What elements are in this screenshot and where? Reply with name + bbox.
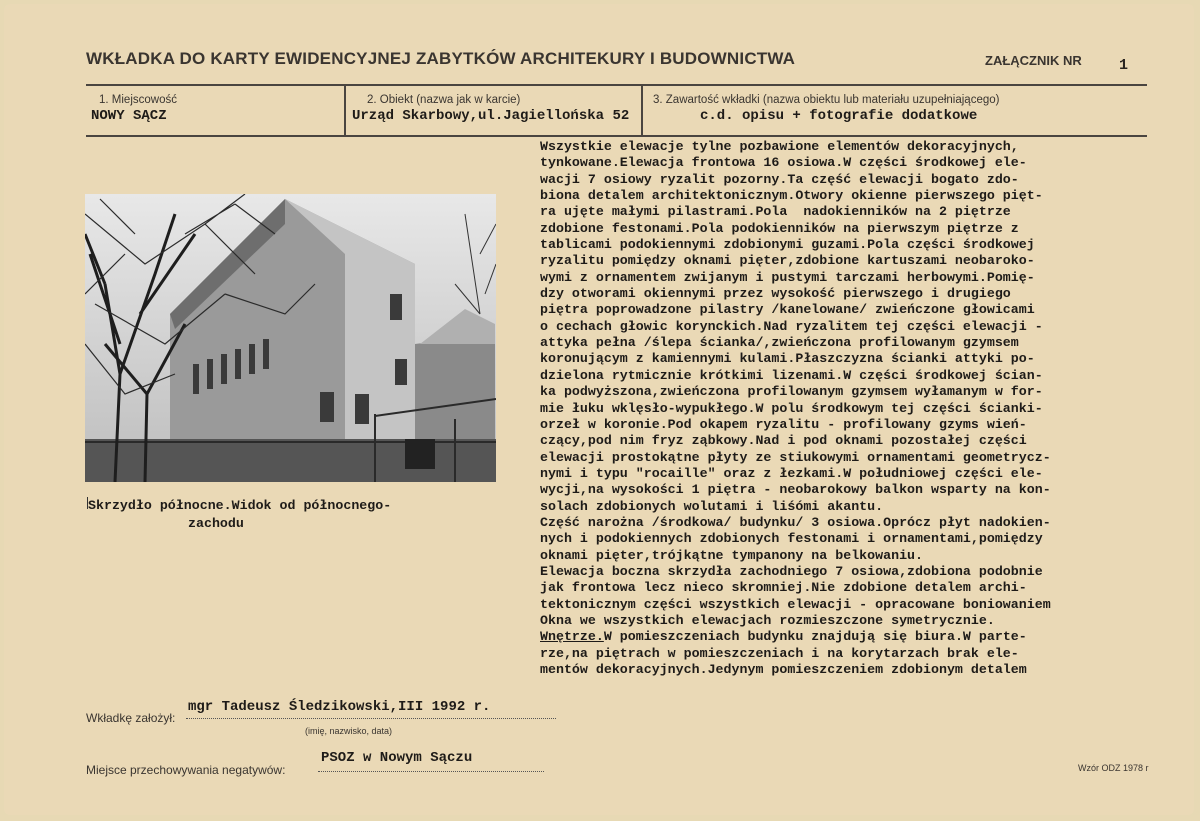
storage-value: PSOZ w Nowym Sączu [321, 750, 473, 766]
description-line: rze,na piętrach w pomieszczeniach i na korytarzach brak ele- [540, 645, 1019, 661]
description-line: o cechach głowic korynckich.Nad ryzalitem tej części elewacji - [540, 318, 1043, 334]
description-line: Wszystkie elewacje tylne pozbawione elementów dekoracyjnych, [540, 139, 1019, 154]
storage-dotted-line [318, 771, 544, 772]
storage-label: Miejsce przechowywania negatywów: [86, 763, 286, 777]
field-divider-1 [344, 84, 346, 137]
photo-illustration [85, 194, 496, 482]
description-line: attyka pełna /ślepa ścianka/,zwieńczona profilowanym gzymsem [540, 335, 1019, 351]
field-divider-2 [641, 84, 643, 137]
interior-line [540, 629, 1200, 645]
description-line: nymi i typu "rocaille" oraz z łezkami.W południowej części ele- [540, 465, 1043, 481]
description-text [540, 139, 1200, 678]
description-line: ryzalitu pomiędzy oknami pięter,zdobione kartuszami neobaroko- [540, 253, 1035, 269]
form-code: Wzór ODZ 1978 r [1078, 763, 1149, 773]
photo-caption-line-1: Skrzydło północne.Widok od północnego- [88, 498, 392, 513]
description-line: biona detalem architektonicznym.Otwory okienne pierwszego pięt- [540, 188, 1043, 204]
place-label: 1. Miejscowość [99, 94, 177, 106]
author-label: Wkładkę założył: [86, 711, 176, 725]
description-line: tynkowane.Elewacja frontowa 16 osiowa.W części środkowej ele- [540, 155, 1027, 171]
description-line: ra ujęte małymi pilastrami.Pola nadokienników na 2 piętrze [540, 204, 1011, 220]
description-line: koronującym z kamiennymi kulami.Płaszczyzna ścianki attyki po- [540, 351, 1035, 367]
description-line: wymi z ornamentem zwijanym i pustymi tarczami herbowymi.Pomię- [540, 269, 1035, 285]
description-line: dzielona rytmicznie krótkimi lizenami.W części środkowej ścian- [540, 367, 1043, 383]
author-hint: (imię, nazwisko, data) [305, 726, 393, 736]
description-line: Elewacja boczna skrzydła zachodniego 7 osiowa,zdobiona podobnie [540, 563, 1043, 579]
header-top-rule [86, 84, 1147, 86]
description-line: oknami pięter,trójkątne tympanony na belkowaniu. [540, 547, 924, 563]
description-line: wacji 7 osiowy ryzalit pozorny.Ta część elewacji bogato zdo- [540, 171, 1019, 187]
description-line: solach zdobionych wolutami i liśómi akantu. [540, 498, 884, 514]
description-line: mie łuku wklęsło-wypukłego.W polu środkowym tej części ścianki- [540, 400, 1043, 416]
place-value: NOWY SĄCZ [91, 108, 167, 124]
description-line: zdobione festonami.Pola podokienników na pierwszym piętrze z [540, 220, 1019, 236]
description-line: tektonicznym części wszystkich elewacji - opracowane boniowaniem [540, 596, 1051, 612]
description-line: piętra poprowadzone pilastry /kanelowane/ zwieńczone głowicami [540, 302, 1035, 318]
photo-caption [88, 497, 508, 533]
description-line: Okna we wszystkich elewacjach rozmieszczone symetrycznie. [540, 612, 995, 628]
description-line: nych i podokiennych zdobionych festonami i ornamentami,pomiędzy [540, 531, 1043, 547]
interior-heading: Wnętrze. [540, 629, 604, 645]
object-value: Urząd Skarbowy,ul.Jagiellońska 52 [352, 108, 630, 124]
description-line: dzy otworami okiennymi przez wysokość pierwszego i drugiego [540, 286, 1011, 302]
author-dotted-line [186, 718, 556, 719]
description-line: jak frontowa lecz nieco skromniej.Nie zdobione detalem archi- [540, 580, 1027, 596]
interior-text: W pomieszczeniach budynku znajdują się biura.W parte- [603, 629, 1027, 645]
description-line: wycji,na wysokości 1 piętra - neobarokowy balkon wsparty na kon- [540, 482, 1051, 498]
description-line: elewacji prostokątne płyty ze stiukowymi ornamentami geometrycz- [540, 449, 1051, 465]
description-line: Część narożna /środkowa/ budynku/ 3 osiowa.Oprócz płyt nadokien- [540, 514, 1051, 530]
attachment-number: 1 [1119, 57, 1129, 74]
description-line: mentów dekoracyjnych.Jedynym pomieszczeniem zdobionym detalem [540, 662, 1027, 677]
header-bottom-rule [86, 135, 1147, 137]
building-photo [85, 194, 496, 482]
contents-label: 3. Zawartość wkładki (nazwa obiektu lub materiału uzupełniającego) [653, 94, 1000, 106]
description-line: ka podwyższona,zwieńczona profilowanym gzymsem wyłamanym w for- [540, 384, 1043, 400]
description-line: czący,pod nim fryz ząbkowy.Nad i pod oknami pozostałej części [540, 433, 1027, 449]
attachment-label: ZAŁĄCZNIK NR [985, 53, 1082, 68]
form-title: WKŁADKA DO KARTY EWIDENCYJNEJ ZABYTKÓW ARCHITEKURY I BUDOWNICTWA [86, 49, 796, 68]
description-line: tablicami podokiennymi zdobionymi guzami.Pola części środkowej [540, 237, 1035, 253]
contents-value: c.d. opisu + fotografie dodatkowe [700, 108, 978, 124]
photo-caption-line-2: zachodu [188, 516, 244, 531]
object-label: 2. Obiekt (nazwa jak w karcie) [367, 94, 521, 106]
author-value: mgr Tadeusz Śledzikowski,III 1992 r. [188, 699, 491, 715]
description-line: orzeł w koronie.Pod okapem ryzalitu - profilowany gzyms wień- [540, 416, 1027, 432]
